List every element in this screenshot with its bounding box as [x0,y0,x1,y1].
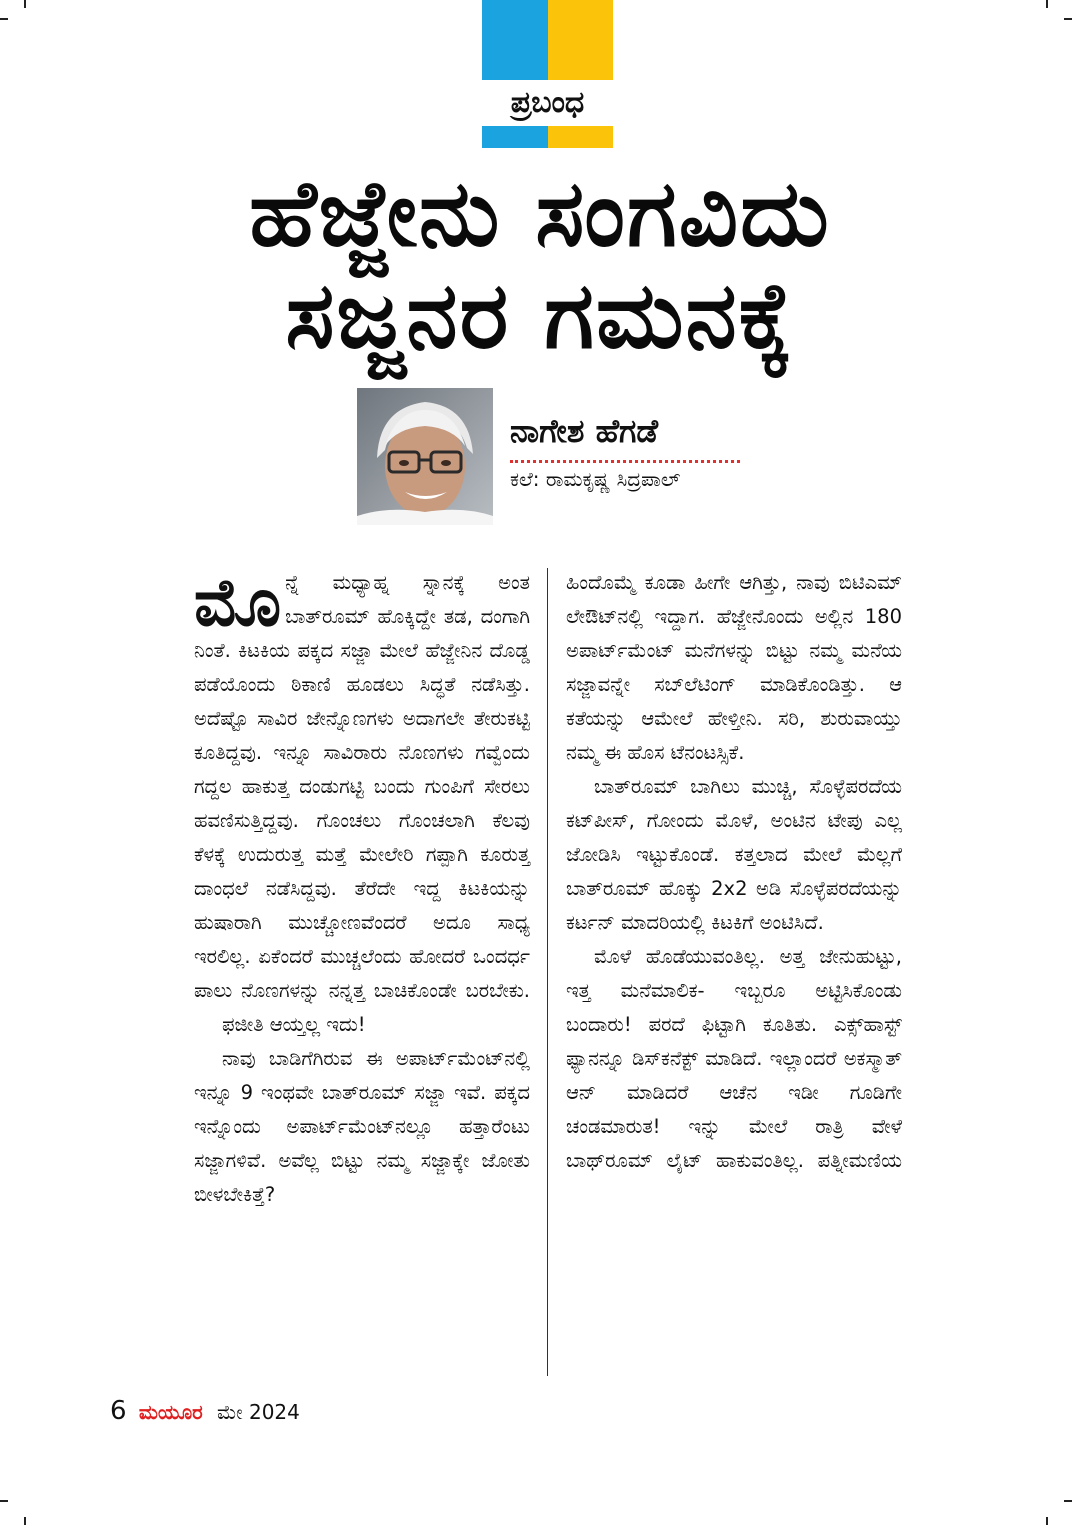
badge-blue-block [482,0,548,80]
crop-mark [24,1517,26,1525]
magazine-name: ಮಯೂರ [138,1400,203,1424]
article-paragraph: ನ್ನೆ ಮಧ್ಯಾಹ್ನ ಸ್ನಾನಕ್ಕೆ ಅಂತ ಬಾತ್‌ರೂಮ್ ಹೊಕ್ಕಿದ್ದೇ ತಡ, ದಂಗಾಗಿ ನಿಂತೆ. ಕಿಟಕಿಯ ಪಕ್ಕದ ಸಜ್ಜಾ ಮೇಲೆ ಹೆಜ್ಜೇನಿನ ದೊಡ್ಡ ಪಡೆಯೊಂದು ಠಿಕಾಣಿ ಹೂಡಲು ಸಿದ್ಧತೆ ನಡೆಸಿತ್ತು. ಅದೆಷ್ಟೊ ಸಾವಿರ ಜೇನ್ನೊಣಗಳು ಅದಾಗಲೇ ತೇರುಕಟ್ಟಿ ಕೂತಿದ್ದವು. ಇನ್ನೂ ಸಾವಿರಾರು ನೊಣಗಳು ಗವ್ವೆಂದು ಗದ್ದಲ ಹಾಕುತ್ತ ದಂಡುಗಟ್ಟಿ ಬಂದು ಗುಂಪಿಗೆ ಸೇರಲು ಹವಣಿಸುತ್ತಿದ್ದವು. ಗೊಂಚಲು ಗೊಂಚಲಾಗಿ ಕೆಲವು ಕೆಳಕ್ಕೆ ಉದುರುತ್ತ ಮತ್ತೆ ಮೇಲೇರಿ ಗಪ್ಪಾಗಿ ಕೂರುತ್ತ ದಾಂಧಲೆ ನಡೆಸಿದ್ದವು. ತೆರೆದೇ ಇದ್ದ ಕಿಟಕಿಯನ್ನು ಹುಷಾರಾಗಿ ಮುಚ್ಚೋಣವೆಂದರೆ ಅದೂ ಸಾಧ್ಯ ಇರಲಿಲ್ಲ. ಏಕೆಂದರೆ ಮುಚ್ಚಲೆಂದು ಹೋದರೆ ಒಂದರ್ಧ ಪಾಲು ನೊಣಗಳನ್ನು ನನ್ನತ್ತ ಬಾಚಿಕೊಂಡೇ ಬರಬೇಕು. [194,571,530,1002]
section-badge [482,0,613,148]
artist-credit: ಕಲೆ: ರಾಮಕೃಷ್ಣ ಸಿದ್ರಪಾಲ್ [510,467,681,491]
author-name: ನಾಗೇಶ ಹೆಗಡೆ [510,412,659,450]
page-number: 6 [110,1396,127,1426]
crop-mark [1064,18,1072,20]
headline-line-2: ಸಜ್ಜನರ ಗಮನಕ್ಕೆ [285,262,795,369]
crop-mark [0,1500,8,1502]
article-paragraph: ಮೊಳೆ ಹೊಡೆಯುವಂತಿಲ್ಲ. ಅತ್ತ ಜೇನುಹುಟ್ಟು, ಇತ್ತ ಮನೆಮಾಲಿಕ- ಇಬ್ಬರೂ ಅಟ್ಟಿಸಿಕೊಂಡು ಬಂದಾರು! ಪರದೆ ಫಿಟ್ಟಾಗಿ ಕೂತಿತು. ಎಕ್ಸ್‌ಹಾಸ್ಟ್ ಫ್ಯಾನನ್ನೂ ಡಿಸ್‌ಕನೆಕ್ಟ್ ಮಾಡಿದೆ. ಇಲ್ಲಾಂದರೆ ಅಕಸ್ಮಾತ್ ಆನ್ ಮಾಡಿದರೆ ಆಚೆನ ಇಡೀ ಗೂಡಿಗೇ ಚಂಡಮಾರುತ! ಇನ್ನು ಮೇಲೆ ರಾತ್ರಿ ವೇಳೆ ಬಾಥ್‌ರೂಮ್ ಲೈಟ್ ಹಾಕುವಂತಿಲ್ಲ. ಪತ್ನೀಮಣಿಯ [566,945,902,1172]
section-label: ಪ್ರಬಂಧ [482,80,613,126]
badge-yellow-strip [548,126,613,148]
badge-yellow-block [548,0,613,80]
article-paragraph: ಫಜೀತಿ ಆಯ್ತಲ್ಲ ಇದು! [222,1013,366,1036]
column-divider [547,568,548,1376]
badge-blue-strip [482,126,548,148]
crop-mark [24,0,26,8]
headline-line-1: ಹೆಜ್ಜೇನು ಸಂಗವಿದು [249,160,831,267]
article-left-column [194,566,530,1212]
crop-mark [0,18,8,20]
byline-divider [510,460,740,463]
article-paragraph: ಬಾತ್‌ರೂಮ್ ಬಾಗಿಲು ಮುಚ್ಚಿ, ಸೊಳ್ಳೆಪರದೆಯ ಕಟ್‌ಪೀಸ್, ಗೋಂದು ಮೊಳೆ, ಅಂಟಿನ ಟೇಪು ಎಲ್ಲ ಜೋಡಿಸಿ ಇಟ್ಟುಕೊಂಡೆ. ಕತ್ತಲಾದ ಮೇಲೆ ಮೆಲ್ಲಗೆ ಬಾತ್‌ರೂಮ್ ಹೊಕ್ಕು 2x2 ಅಡಿ ಸೊಳ್ಳೆಪರದೆಯನ್ನು ಕರ್ಟನ್ ಮಾದರಿಯಲ್ಲಿ ಕಿಟಕಿಗೆ ಅಂಟಿಸಿದೆ. [566,775,902,934]
article-paragraph: ಹಿಂದೊಮ್ಮೆ ಕೂಡಾ ಹೀಗೇ ಆಗಿತ್ತು, ನಾವು ಬಿಟಿಎಮ್ ಲೇಔಟ್‌ನಲ್ಲಿ ಇದ್ದಾಗ. ಹೆಜ್ಜೇನೊಂದು ಅಲ್ಲಿನ 180 ಅಪಾರ್ಟ್‌ಮೆಂಟ್ ಮನೆಗಳನ್ನು ಬಿಟ್ಟು ನಮ್ಮ ಮನೆಯ ಸಜ್ಜಾವನ್ನೇ ಸಬ್‌ಲೆಟಿಂಗ್ ಮಾಡಿಕೊಂಡಿತ್ತು. ಆ ಕತೆಯನ್ನು ಆಮೇಲೆ ಹೇಳ್ತೀನಿ. ಸರಿ, ಶುರುವಾಯ್ತು ನಮ್ಮ ಈ ಹೊಸ ಟೆನಂಟಸ್ಸಿಕೆ. [566,571,902,764]
drop-cap: ಮೊ [194,564,282,641]
crop-mark [1046,1517,1048,1525]
author-photo [357,388,493,525]
issue-date: ಮೇ 2024 [217,1400,300,1424]
article-right-column [566,566,902,1178]
crop-mark [1046,0,1048,8]
article-paragraph: ನಾವು ಬಾಡಿಗೆಗಿರುವ ಈ ಅಪಾರ್ಟ್‌ಮೆಂಟ್‌ನಲ್ಲಿ ಇನ್ನೂ 9 ಇಂಥವೇ ಬಾತ್‌ರೂಮ್ ಸಜ್ಜಾ ಇವೆ. ಪಕ್ಕದ ಇನ್ನೊಂದು ಅಪಾರ್ಟ್‌ಮೆಂಟ್‌ನಲ್ಲೂ ಹತ್ತಾರೆಂಟು ಸಜ್ಜಾಗಳಿವೆ. ಅವೆಲ್ಲ ಬಿಟ್ಟು ನಮ್ಮ ಸಜ್ಜಾಕ್ಕೇ ಜೋತು ಬೀಳಬೇಕಿತ್ತೆ? [194,1047,530,1206]
page-footer [110,1396,300,1426]
crop-mark [1064,1500,1072,1502]
